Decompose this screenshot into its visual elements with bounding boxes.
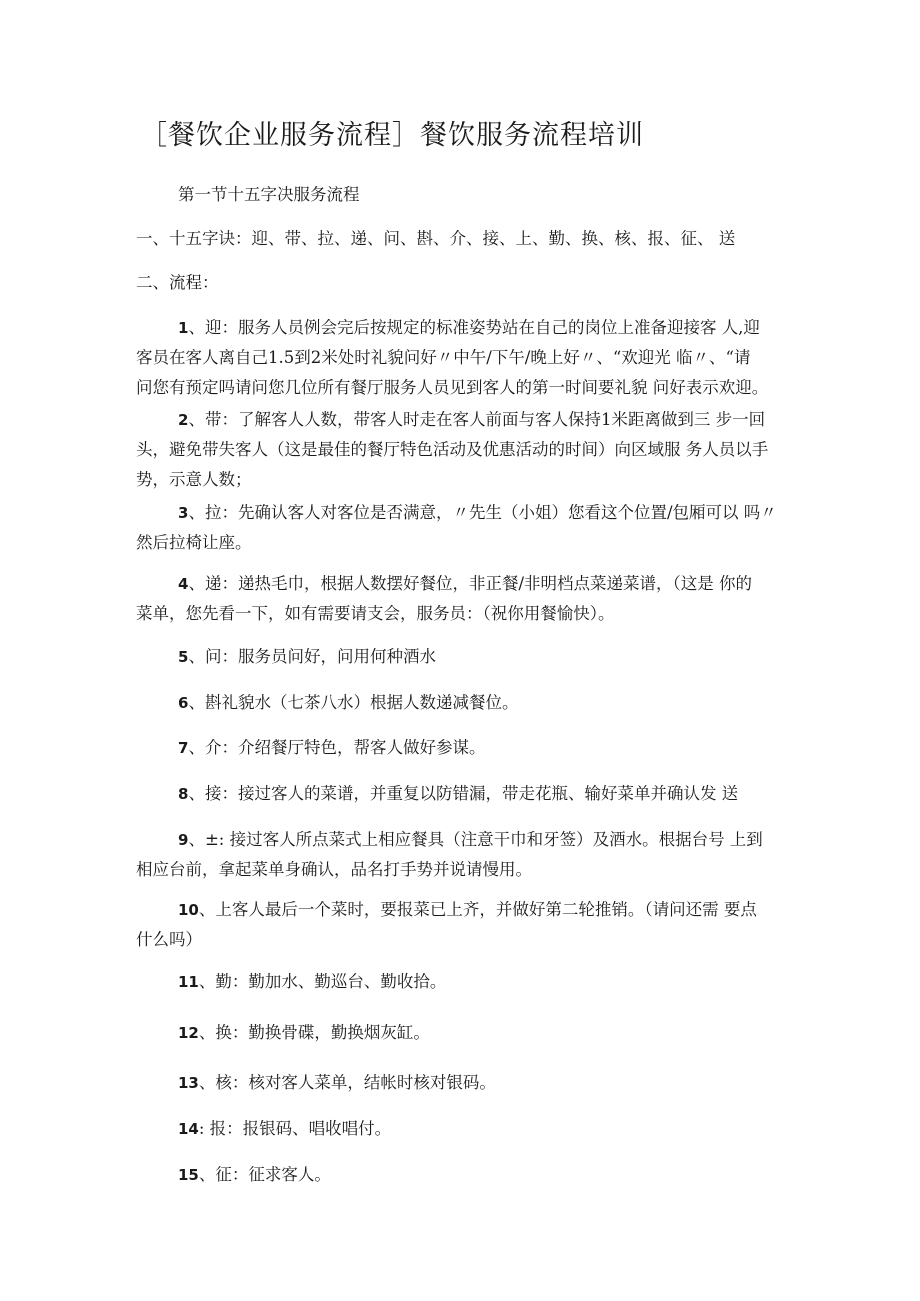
list-item: [136, 967, 796, 997]
item-text: 菜单，您先看一下，如有需要请支会，服务员：（祝你用餐愉快）。: [136, 604, 615, 623]
item-text: 、换：勤换骨碟，勤换烟灰缸。: [198, 1023, 430, 1042]
item-text: 然后拉椅让座。: [136, 533, 252, 552]
list-item: [136, 498, 796, 558]
item-number: 5: [178, 648, 189, 666]
item-number: 8: [178, 785, 189, 803]
item-text: 相应台前，拿起菜单身确认，品名打手势并说请慢用。: [136, 860, 532, 879]
item-text: 、拉：先确认客人对客位是否满意，〃先生（小姐）您看这个位置/包厢可以 吗〃: [188, 503, 777, 522]
page-title: ［餐饮企业服务流程］餐饮服务流程培训: [140, 120, 644, 151]
list-item: [136, 313, 796, 403]
item-number: 4: [178, 575, 189, 593]
list-item: [136, 1018, 796, 1048]
item-number: 2: [178, 411, 189, 429]
item-text: 、问：服务员问好，问用何种酒水: [188, 647, 436, 666]
list-item: [136, 825, 796, 885]
item-number: 6: [178, 694, 189, 712]
item-text: 客员在客人离自己1.5到2米处时礼貌问好〃中午/下午/晚上好〃、“欢迎光 临〃、“请: [136, 348, 751, 367]
list-item: [136, 405, 796, 495]
item-text: 、递：递热毛巾，根据人数摆好餐位，非正餐/非明档点菜递菜谱，（这是 你的: [188, 574, 752, 593]
item-text: 、迎：服务人员例会完后按规定的标准姿势站在自己的岗位上准备迎接客 人,迎: [188, 318, 760, 337]
item-text: 什么吗）: [136, 930, 202, 949]
list-item: [136, 642, 796, 672]
list-item: [136, 895, 796, 955]
item-number: 3: [178, 504, 189, 522]
list-item: [136, 1114, 796, 1144]
item-text: 、勤：勤加水、勤巡台、勤收拾。: [198, 972, 447, 991]
part-one-mnemonic: 一、十五字诀：迎、带、拉、递、问、斟、介、接、上、勤、换、核、报、征、 送: [136, 229, 736, 248]
item-number: 7: [178, 739, 189, 757]
item-text: 、介：介绍餐厅特色，帮客人做好参谋。: [188, 738, 486, 757]
item-number: 15: [178, 1166, 199, 1184]
list-item: [136, 1160, 796, 1190]
list-item: [136, 733, 796, 763]
item-number: 12: [178, 1024, 199, 1042]
item-text: 问您有预定吗请问您几位所有餐厅服务人员见到客人的第一时间要礼貌 问好表示欢迎。: [136, 378, 769, 397]
item-number: 9: [178, 831, 189, 849]
item-text: 、征：征求客人。: [198, 1165, 331, 1184]
item-text: 、接：接过客人的菜谱，并重复以防错漏，带走花瓶、输好菜单并确认发 送: [188, 784, 739, 803]
item-number: 1: [178, 319, 189, 337]
list-item: [136, 779, 796, 809]
list-item: [136, 569, 796, 629]
section-heading: 第一节十五字决服务流程: [178, 185, 360, 204]
item-number: 11: [178, 973, 199, 991]
item-text: 、带：了解客人人数，带客人时走在客人前面与客人保持1米距离做到三 步一回: [188, 410, 766, 429]
item-text: 、±: 接过客人所点菜式上相应餐具（注意干巾和牙签）及酒水。根据台号 上到: [188, 830, 763, 849]
item-text: 头，避免带失客人（这是最佳的餐厅特色活动及优惠活动的时间）向区域服 务人员以手: [136, 440, 769, 459]
item-number: 10: [178, 901, 199, 919]
item-number: 13: [178, 1074, 199, 1092]
item-text: 、上客人最后一个菜时，要报菜已上齐，并做好第二轮推销。（请问还需 要点: [198, 900, 757, 919]
item-text: : 报：报银码、唱收唱付。: [198, 1119, 392, 1138]
item-number: 14: [178, 1120, 199, 1138]
part-two-heading: 二、流程：: [136, 273, 219, 292]
item-text: 势，示意人数；: [136, 470, 252, 489]
list-item: [136, 688, 796, 718]
item-text: 、斟礼貌水（七茶八水）根据人数递减餐位。: [188, 693, 519, 712]
item-text: 、核：核对客人菜单，结帐时核对银码。: [198, 1073, 496, 1092]
list-item: [136, 1068, 796, 1098]
